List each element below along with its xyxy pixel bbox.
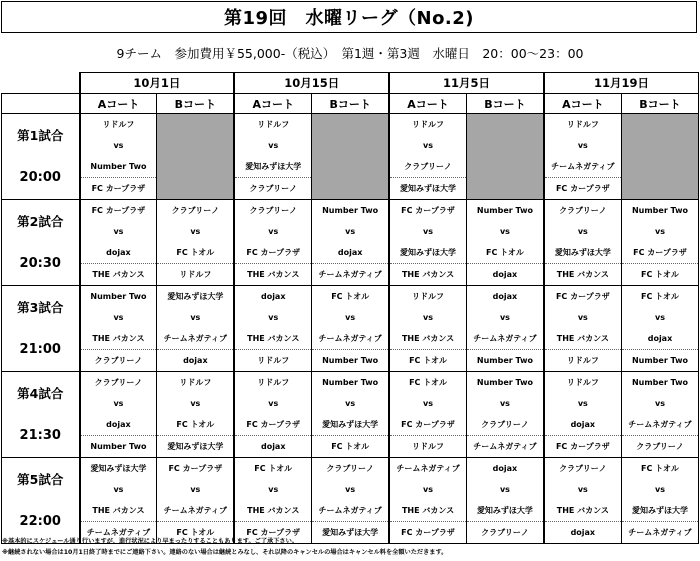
home-team: FC カープラザ [389, 200, 466, 222]
away-team: クラブリーノ [466, 414, 543, 436]
away-team: クラブリーノ [389, 156, 466, 178]
home-team: FC トオル [389, 372, 466, 394]
slot-row [2, 414, 699, 436]
court-header-b: Bコート [466, 94, 543, 114]
away-team: dojax [312, 242, 389, 264]
away-team: 愛知みずほ大学 [389, 242, 466, 264]
away-team: Number Two [80, 156, 157, 178]
slot-row [2, 350, 699, 372]
home-team: リドルフ [234, 372, 311, 394]
away-team: THE バカンス [544, 500, 621, 522]
home-team: FC カープラザ [80, 200, 157, 222]
home-team: クラブリーノ [312, 458, 389, 480]
referee-team: 愛知みずほ大学 [312, 522, 389, 544]
date-header: 10月15日 [234, 73, 389, 94]
vs-label: vs [312, 221, 389, 242]
note-line: ※継続されない場合は10月1日終了時までにご連絡下さい。連絡のない場合は継続とみなし、それ以降のキャンセルの場合はキャンセル料を全額いただきます。 [2, 549, 448, 556]
vs-label: vs [389, 479, 466, 500]
referee-team: FC トオル [157, 522, 234, 544]
away-team: チームネガティブ [621, 414, 698, 436]
slot-row [2, 328, 699, 350]
away-team: チームネガティブ [544, 156, 621, 178]
away-team: FC トオル [466, 242, 543, 264]
referee-team: FC カープラザ [389, 522, 466, 544]
vs-label: vs [312, 479, 389, 500]
vs-label: vs [544, 479, 621, 500]
home-team: dojax [466, 458, 543, 480]
referee-team: FC トオル [389, 350, 466, 372]
empty-court-cell [621, 114, 698, 200]
referee-team: チームネガティブ [312, 264, 389, 286]
vs-label: vs [157, 393, 234, 414]
referee-team: 愛知みずほ大学 [157, 436, 234, 458]
vs-label: vs [312, 307, 389, 328]
away-team: 愛知みずほ大学 [312, 414, 389, 436]
slot-row [2, 393, 699, 414]
date-header: 11月19日 [544, 73, 699, 94]
slot-row [2, 264, 699, 286]
slot-row [2, 286, 699, 308]
away-team: チームネガティブ [157, 328, 234, 350]
away-team: FC カープラザ [621, 242, 698, 264]
referee-team: dojax [157, 350, 234, 372]
court-header-a: Aコート [544, 94, 621, 114]
home-team: Number Two [466, 200, 543, 222]
vs-label: vs [621, 307, 698, 328]
referee-team: チームネガティブ [466, 436, 543, 458]
away-team: 愛知みずほ大学 [234, 156, 311, 178]
vs-label: vs [157, 307, 234, 328]
away-team: dojax [80, 414, 157, 436]
home-team: Number Two [466, 372, 543, 394]
home-team: 愛知みずほ大学 [157, 286, 234, 308]
slot-row [2, 114, 699, 136]
date-header: 10月1日 [80, 73, 235, 94]
away-team: FC カープラザ [389, 414, 466, 436]
vs-label: vs [544, 135, 621, 156]
slot-row [2, 200, 699, 222]
referee-team: FC カープラザ [544, 436, 621, 458]
slot-row [2, 436, 699, 458]
vs-label: vs [80, 393, 157, 414]
slot-name: 第4試合 [2, 372, 80, 415]
date-header-row [2, 73, 699, 94]
league-info: 9チーム 参加費用￥55,000-（税込） 第1週・第3週 水曜日 20：00～23：00 [116, 46, 584, 61]
vs-label: vs [544, 393, 621, 414]
away-team: 愛知みずほ大学 [621, 500, 698, 522]
referee-team: dojax [234, 436, 311, 458]
corner-cell [2, 73, 80, 94]
court-header-a: Aコート [80, 94, 157, 114]
referee-team: THE バカンス [389, 264, 466, 286]
home-team: クラブリーノ [80, 372, 157, 394]
away-team: FC トオル [157, 414, 234, 436]
vs-label: vs [157, 479, 234, 500]
slot-name: 第3試合 [2, 286, 80, 329]
home-team: リドルフ [80, 114, 157, 136]
empty-court-cell [312, 114, 389, 200]
vs-label: vs [466, 479, 543, 500]
referee-team: dojax [466, 264, 543, 286]
court-header-b: Bコート [312, 94, 389, 114]
referee-team: Number Two [312, 350, 389, 372]
home-team: Number Two [621, 200, 698, 222]
slot-time: 22:00 [2, 500, 80, 544]
vs-label: vs [389, 307, 466, 328]
referee-team: チームネガティブ [80, 522, 157, 544]
home-team: リドルフ [389, 286, 466, 308]
away-team: チームネガティブ [466, 328, 543, 350]
vs-label: vs [80, 307, 157, 328]
referee-team: FC トオル [621, 264, 698, 286]
note-line: ※基本的にスケジュール通り行いますが、進行状況により早まったりすることもあります。ご了承下さい。 [2, 538, 298, 545]
referee-team: FC カープラザ [544, 178, 621, 200]
vs-label: vs [544, 221, 621, 242]
home-team: リドルフ [389, 114, 466, 136]
slot-row [2, 458, 699, 480]
home-team: dojax [234, 286, 311, 308]
away-team: THE バカンス [389, 328, 466, 350]
vs-label: vs [466, 393, 543, 414]
away-team: dojax [80, 242, 157, 264]
slot-name: 第2試合 [2, 200, 80, 243]
referee-team: 愛知みずほ大学 [389, 178, 466, 200]
vs-label: vs [234, 135, 311, 156]
referee-team: dojax [544, 522, 621, 544]
slot-name: 第1試合 [2, 114, 80, 157]
home-team: dojax [466, 286, 543, 308]
slot-row [2, 242, 699, 264]
home-team: リドルフ [157, 372, 234, 394]
slot-time: 20:30 [2, 242, 80, 286]
notes [2, 536, 698, 558]
referee-team: リドルフ [544, 350, 621, 372]
referee-team: THE バカンス [234, 264, 311, 286]
empty-court-cell [466, 114, 543, 200]
court-header-a: Aコート [234, 94, 311, 114]
referee-team: クラブリーノ [234, 178, 311, 200]
slot-row [2, 372, 699, 394]
schedule-table [1, 72, 699, 544]
referee-team: Number Two [80, 436, 157, 458]
referee-team: FC トオル [312, 436, 389, 458]
date-header: 11月5日 [389, 73, 544, 94]
slot-time: 21:30 [2, 414, 80, 458]
referee-team: クラブリーノ [80, 350, 157, 372]
home-team: リドルフ [544, 372, 621, 394]
away-team: dojax [544, 414, 621, 436]
court-header-row [2, 94, 699, 114]
vs-label: vs [234, 479, 311, 500]
referee-team: クラブリーノ [466, 522, 543, 544]
slot-name: 第5試合 [2, 458, 80, 501]
vs-label: vs [544, 307, 621, 328]
home-team: クラブリーノ [234, 200, 311, 222]
home-team: リドルフ [234, 114, 311, 136]
away-team: dojax [621, 328, 698, 350]
referee-team: リドルフ [234, 350, 311, 372]
slot-time: 21:00 [2, 328, 80, 372]
away-team: THE バカンス [80, 328, 157, 350]
home-team: チームネガティブ [389, 458, 466, 480]
referee-team: リドルフ [157, 264, 234, 286]
home-team: Number Two [312, 372, 389, 394]
slot-time: 20:00 [2, 156, 80, 200]
home-team: クラブリーノ [157, 200, 234, 222]
home-team: FC トオル [234, 458, 311, 480]
slot-row [2, 221, 699, 242]
referee-team: クラブリーノ [621, 436, 698, 458]
vs-label: vs [621, 221, 698, 242]
vs-label: vs [466, 307, 543, 328]
away-team: チームネガティブ [157, 500, 234, 522]
away-team: THE バカンス [389, 500, 466, 522]
vs-label: vs [466, 221, 543, 242]
referee-team: リドルフ [389, 436, 466, 458]
vs-label: vs [621, 393, 698, 414]
away-team: チームネガティブ [312, 328, 389, 350]
slot-row [2, 500, 699, 522]
vs-label: vs [389, 221, 466, 242]
vs-label: vs [80, 221, 157, 242]
home-team: Number Two [621, 372, 698, 394]
away-team: FC カープラザ [234, 414, 311, 436]
home-team: Number Two [80, 286, 157, 308]
away-team: THE バカンス [544, 328, 621, 350]
vs-label: vs [389, 135, 466, 156]
vs-label: vs [234, 393, 311, 414]
home-team: クラブリーノ [544, 458, 621, 480]
away-team: THE バカンス [234, 328, 311, 350]
home-team: FC カープラザ [544, 286, 621, 308]
slot-row [2, 479, 699, 500]
home-team: FC カープラザ [157, 458, 234, 480]
referee-team: Number Two [466, 350, 543, 372]
vs-label: vs [234, 221, 311, 242]
home-team: リドルフ [544, 114, 621, 136]
vs-label: vs [312, 393, 389, 414]
home-team: FC トオル [621, 286, 698, 308]
away-team: THE バカンス [80, 500, 157, 522]
vs-label: vs [80, 479, 157, 500]
corner-cell [2, 94, 80, 114]
referee-team: チームネガティブ [621, 522, 698, 544]
away-team: チームネガティブ [312, 500, 389, 522]
referee-team: FC カープラザ [80, 178, 157, 200]
empty-court-cell [157, 114, 234, 200]
referee-team: Number Two [621, 350, 698, 372]
home-team: Number Two [312, 200, 389, 222]
referee-team: THE バカンス [80, 264, 157, 286]
vs-label: vs [80, 135, 157, 156]
vs-label: vs [621, 479, 698, 500]
referee-team: FC カープラザ [234, 522, 311, 544]
away-team: THE バカンス [234, 500, 311, 522]
home-team: 愛知みずほ大学 [80, 458, 157, 480]
referee-team: THE バカンス [544, 264, 621, 286]
vs-label: vs [389, 393, 466, 414]
away-team: FC トオル [157, 242, 234, 264]
away-team: FC カープラザ [234, 242, 311, 264]
home-team: FC トオル [621, 458, 698, 480]
away-team: 愛知みずほ大学 [544, 242, 621, 264]
vs-label: vs [234, 307, 311, 328]
page-title: 第19回 水曜リーグ（No.2) [1, 1, 697, 33]
court-header-b: Bコート [621, 94, 698, 114]
home-team: クラブリーノ [544, 200, 621, 222]
away-team: 愛知みずほ大学 [466, 500, 543, 522]
home-team: FC トオル [312, 286, 389, 308]
court-header-a: Aコート [389, 94, 466, 114]
slot-row [2, 307, 699, 328]
court-header-b: Bコート [157, 94, 234, 114]
vs-label: vs [157, 221, 234, 242]
